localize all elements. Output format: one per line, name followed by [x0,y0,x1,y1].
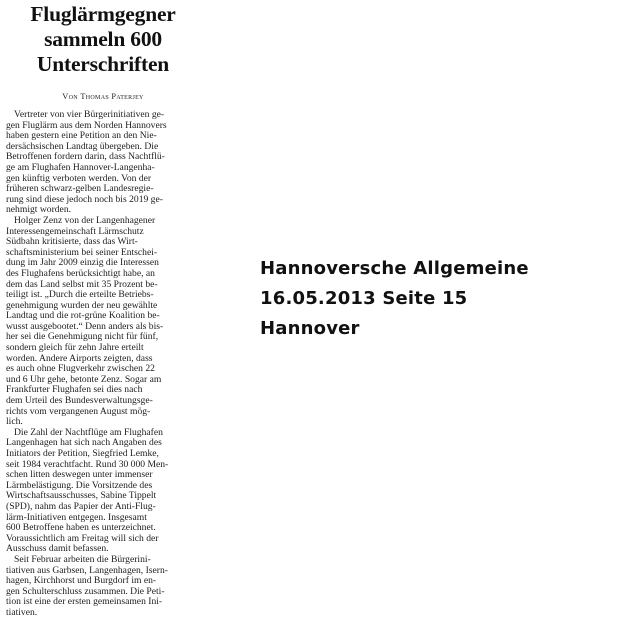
article-text-line: rung sind diese jedoch noch bis 2019 ge- [6,194,163,205]
article-text-line: Holger Zenz von der Langenhagener [14,215,156,226]
article-text-line: 600 Betroffene haben es unterzeichnet. [6,523,156,534]
article-text-line: teiligt ist. „Durch die erteilte Betriebs- [6,290,154,301]
article-text-line: Lärmbelästigung. Die Vorsitzende des [6,480,153,491]
article-text-line: (SPD), nahm das Papier der Anti-Flug- [6,501,156,512]
article-text-line: des Flughafens berücksichtigt habe, an [6,268,155,279]
article-text-line: sondern gleich für zehn Jahre erteilt [6,343,144,354]
article-text-line: tion ist eine der ersten gemeinsamen Ini- [6,597,163,608]
article-body [6,110,198,619]
article-text-line: her sei die Genehmigung nicht für fünf, [6,332,159,343]
article-text-line: lärm-Initiativen entgegen. Insgesamt [6,512,147,523]
article-text-line: Betroffenen fordern darin, dass Nachtflü- [6,152,165,163]
article-text-line: Frankfurter Flughafen sei dies nach [6,385,143,396]
article-text-line: Landtag und die rot-grüne Koalition be- [6,311,160,322]
stamp-section: Hannover [260,318,360,339]
stamp-publication: Hannoversche Allgemeine [260,258,529,279]
article-text-line: richts vom vergangenen August mög- [6,406,151,417]
article-text-line: Wirtschaftsausschusses, Sabine Tippelt [6,491,157,502]
article-text-line: tiativen aus Garbsen, Langenhagen, Isern- [6,565,168,576]
article-text-line: Ausschuss damit befassen. [6,544,109,555]
article-headline [8,2,198,77]
article-text-line: dem Urteil des Bundesverwaltungsge- [6,396,153,407]
article-text-line: haben gestern eine Petition an den Nie- [6,131,157,142]
headline-line: Fluglärmgegner [30,2,176,26]
article-text-line: gen künftig verboten werden. Von der [6,173,152,184]
article-text-line: Vertreter von vier Bürgerinitiativen ge- [14,110,165,120]
article-text-line: es auch ohne Flugverkehr zwischen 22 [6,364,155,375]
article-text-line: gen Schulterschluss zusammen. Die Peti- [6,586,165,597]
newspaper-clipping [0,0,206,636]
article-text-line: worden. Andere Airports zeigten, dass [6,353,153,364]
article-text-line: und 6 Uhr gehe, betonte Zenz. Sogar am [6,374,162,385]
article-text-line: dung im Jahr 2009 einzig die Interessen [6,258,159,269]
article-text-line: schaftsministerium bei seiner Entschei- [6,247,158,258]
article-text-line: ge am Flughafen Hannover-Langenha- [6,162,155,173]
byline-prefix: Von [62,92,78,101]
article-text-line: seit 1984 verachtfacht. Rund 30 000 Men- [6,459,169,470]
byline-author: Thomas Paterjey [80,92,144,101]
article-text-line: Voraussichtlich am Freitag will sich der [6,533,159,544]
article-text-line: Initiators der Petition, Siegfried Lemke, [6,449,159,459]
article-text-line: nehmigt worden. [6,205,72,216]
article-text-line: Die Zahl der Nachtflüge am Flughafen [14,427,163,438]
article-text-line: tiativen. [6,607,38,618]
article-text-line: gen Fluglärm aus dem Norden Hannovers [6,120,167,131]
article-text-line: Südbahn kritisierte, dass das Wirt- [6,237,138,248]
article-text-line: lich. [6,417,23,428]
article-byline [8,91,198,101]
stamp-date-page: 16.05.2013 Seite 15 [260,288,468,309]
source-stamp [260,254,529,344]
article-text-line: wusst ausgebootet.“ Denn anders als bis- [6,321,164,332]
article-text-line: schen litten deswegen unter immenser [6,470,153,481]
article-text-line: dem das Land selbst mit 35 Prozent be- [6,279,158,290]
article-text-line: Langenhagen hat sich nach Angaben des [6,438,162,449]
article-text-line: hagen, Kirchhorst und Burgdorf im en- [6,576,157,587]
headline-line: sammeln 600 [44,27,162,51]
article-text-line: dersächsischen Landtag übergeben. Die [6,141,159,152]
headline-line: Unterschriften [36,52,170,76]
article-text-line: früheren schwarz-gelben Landesregie- [6,184,154,195]
article-text-line: Interessengemeinschaft Lärmschutz [6,226,144,237]
article-text-line: genehmigung wurden der neu gewählte [6,300,158,311]
article-text-line: Seit Februar arbeiten die Bürgerini- [14,554,151,565]
